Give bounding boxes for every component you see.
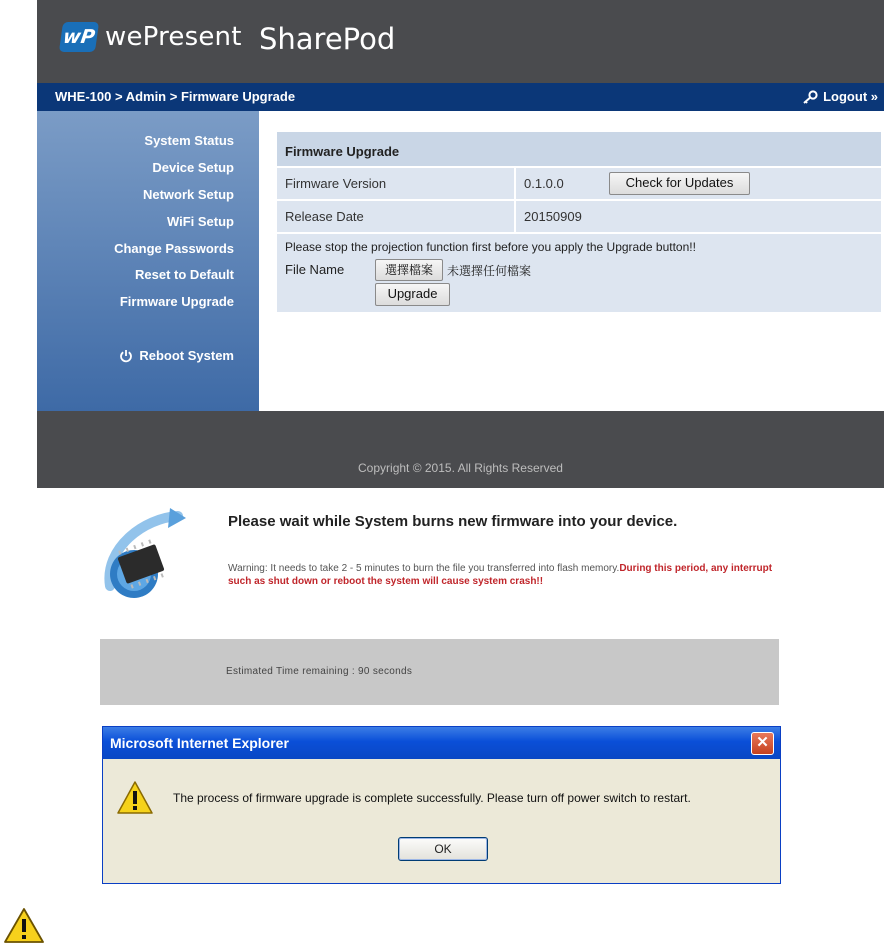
estimated-time-text: Estimated Time remaining : 90 seconds (226, 666, 413, 677)
release-date-row (277, 201, 881, 234)
file-name-label: File Name (285, 262, 345, 277)
check-for-updates-button[interactable]: Check for Updates (609, 172, 750, 195)
burn-warning-red-text: During this period, any interrupt such as shut down or reboot the system will cause system crash!! (228, 563, 773, 587)
key-icon (802, 90, 818, 104)
logo-text: wePresent (105, 22, 242, 52)
sidebar-item-change-passwords[interactable]: Change Passwords (114, 241, 234, 256)
upgrade-button[interactable]: Upgrade (375, 283, 450, 306)
reboot-system-button[interactable] (119, 348, 234, 363)
sidebar (37, 111, 259, 411)
burn-warning (228, 562, 788, 588)
estimated-time-box (100, 639, 779, 705)
dialog-titlebar (103, 727, 780, 759)
firmware-table (277, 132, 881, 314)
firmware-table-header (277, 132, 881, 168)
file-upload-row (277, 234, 881, 314)
sidebar-item-firmware-upgrade[interactable]: Firmware Upgrade (119, 294, 234, 309)
close-icon[interactable]: ✕ (751, 732, 774, 755)
warning-icon (4, 908, 44, 944)
sidebar-item-device-setup[interactable]: Device Setup (152, 160, 234, 175)
dialog-message: The process of firmware upgrade is complete successfully. Please turn off power switch to restart. (173, 791, 691, 805)
footer (37, 411, 884, 488)
sidebar-item-network-setup[interactable]: Network Setup (142, 187, 234, 202)
firmware-version-value: 0.1.0.0 (524, 176, 564, 191)
logout-label[interactable]: Logout » (823, 89, 878, 104)
breadcrumb-bar (37, 83, 884, 111)
firmware-version-label: Firmware Version (285, 176, 387, 191)
warning-icon (117, 781, 153, 815)
ie-alert-dialog (102, 726, 781, 884)
logout-link[interactable] (802, 89, 878, 104)
logo-badge-icon: wP (59, 22, 99, 52)
release-date-label: Release Date (285, 209, 364, 224)
stop-projection-notice: Please stop the projection function first before you apply the Upgrade button!! (285, 240, 696, 254)
firmware-version-row (277, 168, 881, 201)
chip-icon (104, 508, 186, 600)
ok-button[interactable]: OK (398, 837, 488, 861)
power-icon (119, 349, 133, 363)
column-divider (514, 201, 516, 232)
burn-title: Please wait while System burns new firmware into your device. (228, 513, 678, 530)
main-content (259, 111, 884, 411)
product-name: SharePod (259, 22, 396, 56)
no-file-chosen-text: 未選擇任何檔案 (447, 264, 532, 278)
dialog-title: Microsoft Internet Explorer (110, 735, 289, 751)
wepresent-logo (61, 22, 242, 52)
reboot-system-label[interactable]: Reboot System (139, 348, 234, 363)
copyright-text: Copyright © 2015. All Rights Reserved (358, 461, 563, 475)
burn-warning-text: Warning: It needs to take 2 - 5 minutes to burn the file you transferred into flash memory. (228, 563, 620, 574)
breadcrumb: WHE-100 > Admin > Firmware Upgrade (55, 89, 296, 104)
header (37, 0, 884, 83)
sidebar-item-reset-to-default[interactable]: Reset to Default (135, 267, 234, 282)
sidebar-item-wifi-setup[interactable]: WiFi Setup (166, 214, 234, 229)
column-divider (514, 168, 516, 199)
sidebar-item-system-status[interactable]: System Status (144, 133, 234, 148)
section-title: Firmware Upgrade (285, 144, 400, 159)
choose-file-button[interactable]: 選擇檔案 (375, 259, 443, 281)
release-date-value: 20150909 (524, 209, 582, 224)
router-admin-page (37, 0, 884, 488)
